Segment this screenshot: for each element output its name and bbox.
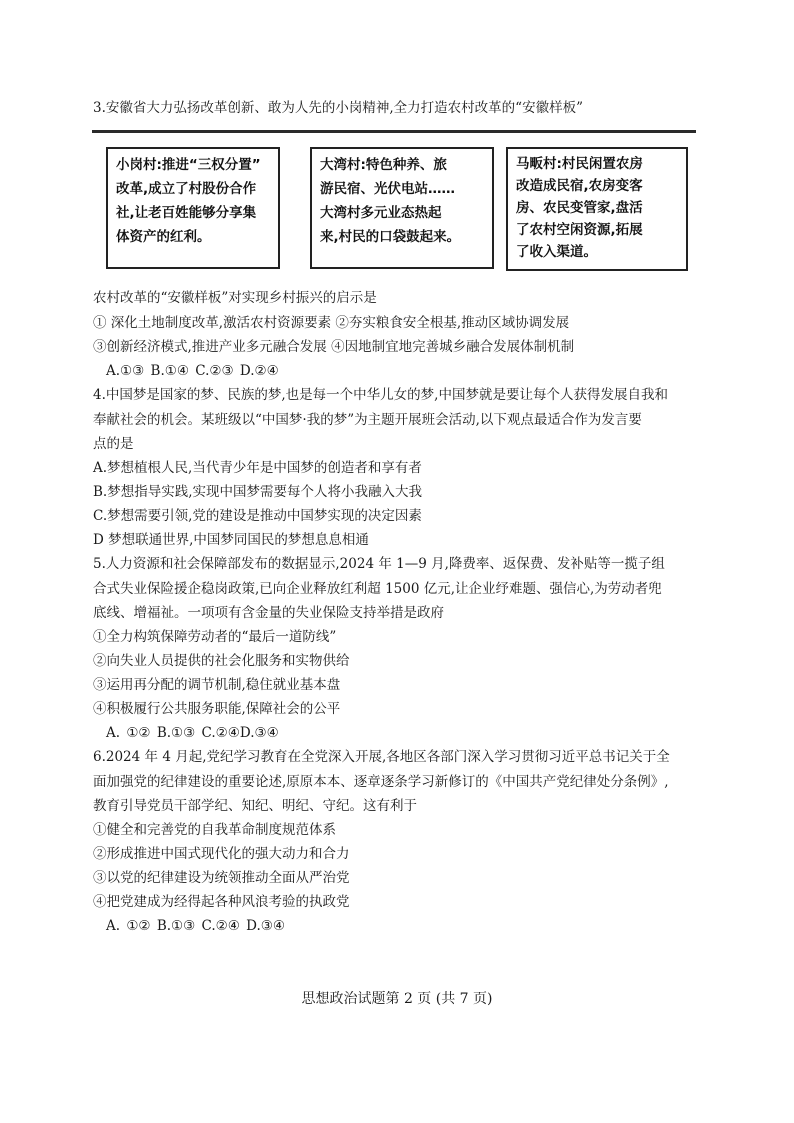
q4-choice: A.梦想植根人民,当代青少年是中国梦的创造者和享有者 (93, 460, 422, 476)
q6-statement: ②形成推进中国式现代化的强大动力和合力 (93, 846, 350, 862)
q3-question: 农村改革的“安徽样板”对实现乡村振兴的启示是 (93, 290, 377, 306)
q6-stem-line: 6.2024 年 4 月起,党纪学习教育在全党深入开展,各地区各部门深入学习贯彻习近平总书记关于全 (93, 749, 670, 765)
q5-statement: ③运用再分配的调节机制,稳住就业基本盘 (93, 677, 341, 693)
case-line: 大湾村:特色种养、旅 (320, 157, 447, 173)
q5-statement: ②向失业人员提供的社会化服务和实物供给 (93, 653, 350, 669)
q6-stem-line: 教育引导党员干部学纪、知纪、明纪、守纪。这有利于 (93, 798, 417, 814)
case-box-mafan (506, 147, 688, 271)
q4-choice: B.梦想指导实践,实现中国梦需要每个人将小我融入大我 (93, 484, 423, 500)
q5-statement: ①全力构筑保障劳动者的“最后一道防线” (93, 629, 337, 645)
q6-stem-line: 面加强党的纪律建设的重要论述,原原本本、逐章逐条学习新修订的《中国共产党纪律处分条例》, (93, 774, 669, 790)
case-line: 大湾村多元业态热起 (320, 205, 442, 221)
q3-stem: 3.安徽省大力弘扬改革创新、敢为人先的小岗精神,全力打造农村改革的“安徽样板” (93, 100, 583, 116)
q5-options: A. ①② B.①③ C.②④D.③④ (106, 725, 279, 741)
q5-stem-line: 底线、增福祉。一项项有含金量的失业保险支持举措是政府 (93, 605, 444, 621)
q4-choice: D 梦想联通世界,中国梦同国民的梦想息息相通 (93, 532, 369, 548)
q5-stem-line: 5.人力资源和社会保障部发布的数据显示,2024 年 1—9 月,降费率、返保费、发补贴等一揽子组 (93, 556, 665, 572)
case-box-dawan (310, 147, 494, 269)
q3-statement: ① 深化土地制度改革,激活农村资源要素 ②夯实粮食安全根基,推动区域协调发展 (93, 315, 570, 331)
q3-statement: ③创新经济模式,推进产业多元融合发展 ④因地制宜地完善城乡融合发展体制机制 (93, 339, 575, 355)
q4-stem-line: 奉献社会的机会。某班级以“中国梦·我的梦”为主题开展班会活动,以下观点最适合作为发言要 (93, 412, 642, 428)
case-line: 了收入渠道。 (516, 244, 597, 260)
case-line: 体资产的红利。 (116, 229, 211, 245)
q6-statement: ①健全和完善党的自我革命制度规范体系 (93, 822, 336, 838)
case-line: 了农村空闲资源,拓展 (516, 222, 643, 238)
q4-stem-line: 4.中国梦是国家的梦、民族的梦,也是每一个中华儿女的梦,中国梦就是要让每个人获得发展自我和 (93, 387, 668, 403)
q6-statement: ④把党建成为经得起各种风浪考验的执政党 (93, 894, 350, 910)
case-line: 小岗村:推进“三权分置” (116, 157, 261, 173)
case-box-xiaogang (106, 147, 280, 269)
case-line: 游民宿、光伏电站…… (320, 181, 455, 197)
case-line: 社,让老百姓能够分享集 (116, 205, 257, 221)
q4-choice: C.梦想需要引领,党的建设是推动中国梦实现的决定因素 (93, 508, 422, 524)
q3-options: A.①③ B.①④ C.②③ D.②④ (106, 363, 279, 379)
q5-statement: ④积极履行公共服务职能,保障社会的公平 (93, 701, 341, 717)
case-line: 改革,成立了村股份合作 (116, 181, 257, 197)
case-line: 来,村民的口袋鼓起来。 (320, 229, 461, 245)
q5-stem-line: 合式失业保险援企稳岗政策,已向企业释放红利超 1500 亿元,让企业纾难题、强信心,为劳动者兜 (93, 581, 662, 597)
case-line: 房、农民变管家,盘活 (516, 200, 643, 216)
q6-options: A. ①② B.①③ C.②④ D.③④ (106, 918, 286, 934)
case-line: 改造成民宿,农房变客 (516, 178, 643, 194)
q4-stem-line: 点的是 (93, 436, 134, 452)
q6-statement: ③以党的纪律建设为统领推动全面从严治党 (93, 870, 350, 886)
q3-case-strip (92, 130, 696, 273)
case-line: 马畈村:村民闲置农房 (516, 156, 643, 172)
page-footer: 思想政治试题第 2 页 (共 7 页) (301, 991, 493, 1007)
